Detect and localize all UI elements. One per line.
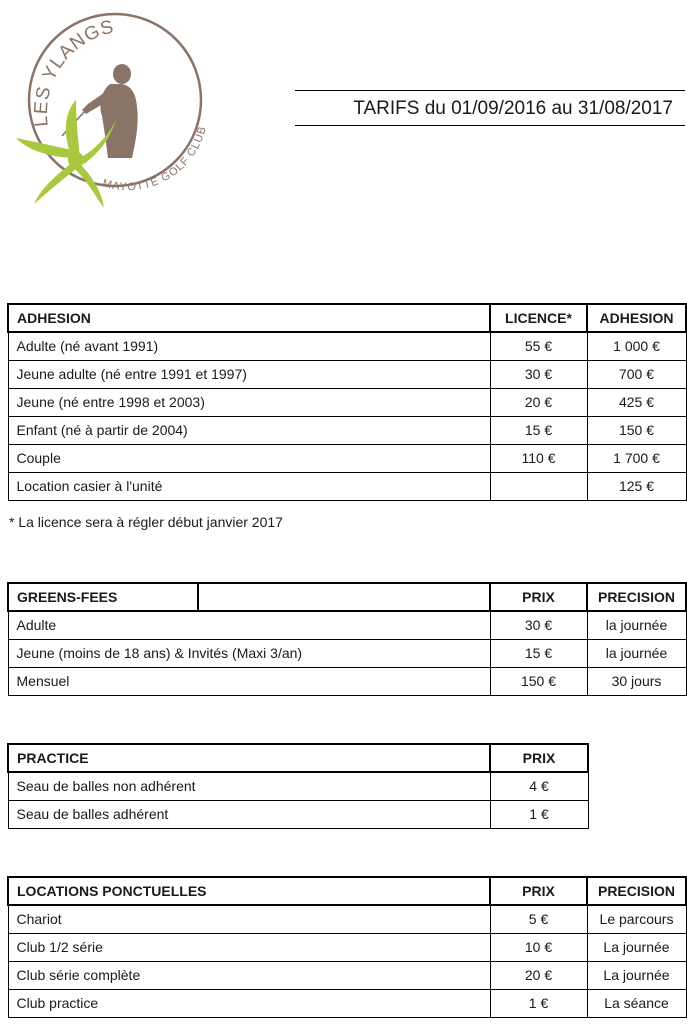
empty-header-cell [198, 583, 490, 611]
precision: Le parcours [587, 905, 686, 933]
column-header: GREENS-FEES [8, 583, 198, 611]
club-logo [10, 8, 210, 208]
precision: La journée [587, 961, 686, 989]
licence-price: 20 € [490, 388, 587, 416]
column-header: LICENCE* [490, 304, 587, 332]
price: 15 € [490, 639, 587, 667]
table-row [8, 360, 686, 388]
row-label: Location casier à l'unité [8, 472, 490, 500]
adhesion-price: 425 € [587, 388, 686, 416]
table-row [8, 639, 686, 667]
row-label: Seau de balles non adhérent [8, 772, 490, 800]
price: 1 € [490, 989, 587, 1017]
table-row [8, 332, 686, 360]
table-header-row [8, 583, 686, 611]
row-label: Couple [8, 444, 490, 472]
title-banner [295, 90, 685, 126]
price: 4 € [490, 772, 588, 800]
table-row [8, 444, 686, 472]
price: 10 € [490, 933, 587, 961]
column-header: PRIX [490, 877, 587, 905]
column-header: ADHESION [8, 304, 490, 332]
row-label: Jeune (né entre 1998 et 2003) [8, 388, 490, 416]
table-row [8, 611, 686, 639]
licence-price: 30 € [490, 360, 587, 388]
table-row [8, 388, 686, 416]
row-label: Enfant (né à partir de 2004) [8, 416, 490, 444]
licence-price: 110 € [490, 444, 587, 472]
greens-fees-table [7, 582, 687, 696]
table-row [8, 800, 588, 828]
price: 150 € [490, 667, 587, 695]
column-header: PRIX [490, 583, 587, 611]
price: 5 € [490, 905, 587, 933]
table-row [8, 933, 686, 961]
precision: La séance [587, 989, 686, 1017]
precision: 30 jours [587, 667, 686, 695]
practice-table [7, 743, 589, 829]
row-label: Mensuel [8, 667, 490, 695]
precision: La journée [587, 933, 686, 961]
column-header: PRACTICE [8, 744, 490, 772]
row-label: Club practice [8, 989, 490, 1017]
row-label: Club 1/2 série [8, 933, 490, 961]
table-row [8, 667, 686, 695]
licence-footnote: * La licence sera à régler début janvier 2017 [9, 514, 283, 530]
logo-arc-text: LES YLANGS [30, 16, 117, 128]
row-label: Adulte [8, 611, 490, 639]
row-label: Seau de balles adhérent [8, 800, 490, 828]
column-header: PRECISION [587, 877, 686, 905]
row-label: Chariot [8, 905, 490, 933]
column-header: ADHESION [587, 304, 686, 332]
row-label: Club série complète [8, 961, 490, 989]
row-label: Adulte (né avant 1991) [8, 332, 490, 360]
adhesion-price: 150 € [587, 416, 686, 444]
golfer-icon [82, 64, 138, 158]
page-title: TARIFS du 01/09/2016 au 31/08/2017 [353, 98, 673, 119]
column-header: PRECISION [587, 583, 686, 611]
row-label: Jeune adulte (né entre 1991 et 1997) [8, 360, 490, 388]
column-header: PRIX [490, 744, 588, 772]
table-row [8, 772, 588, 800]
table-header-row [8, 304, 686, 332]
adhesion-price: 700 € [587, 360, 686, 388]
column-header: LOCATIONS PONCTUELLES [8, 877, 490, 905]
adhesion-price: 125 € [587, 472, 686, 500]
licence-price: 55 € [490, 332, 587, 360]
logo-arc-text-bottom: MAYOTTE GOLF CLUB [101, 124, 209, 194]
table-row [8, 416, 686, 444]
licence-price: 15 € [490, 416, 587, 444]
precision: la journée [587, 639, 686, 667]
adhesion-price: 1 700 € [587, 444, 686, 472]
price: 1 € [490, 800, 588, 828]
adhesion-table [7, 303, 687, 501]
locations-table [7, 876, 687, 1018]
table-row [8, 961, 686, 989]
precision: la journée [587, 611, 686, 639]
price: 30 € [490, 611, 587, 639]
table-header-row [8, 877, 686, 905]
licence-price [490, 472, 587, 500]
adhesion-price: 1 000 € [587, 332, 686, 360]
table-row [8, 905, 686, 933]
table-row [8, 989, 686, 1017]
table-header-row [8, 744, 588, 772]
table-row [8, 472, 686, 500]
price: 20 € [490, 961, 587, 989]
row-label: Jeune (moins de 18 ans) & Invités (Maxi 3/an) [8, 639, 490, 667]
